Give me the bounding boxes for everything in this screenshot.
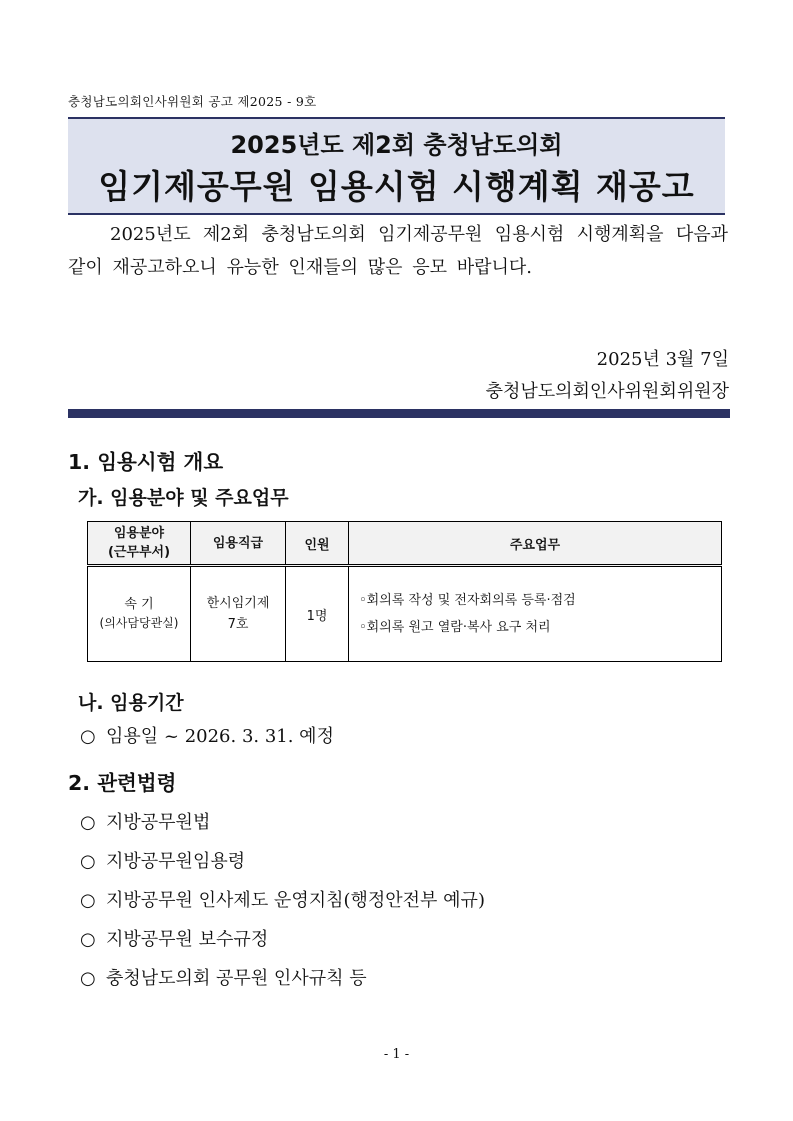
duty-item: ◦회의록 작성 및 전자회의록 등록·점검 [359, 593, 576, 608]
cell-grade [191, 566, 286, 662]
header-field-label: 임용분야 [113, 526, 165, 541]
header-grade: 임용직급 [191, 522, 286, 566]
law-item-text: 지방공무원 보수규정 [106, 929, 269, 950]
divider-rule [68, 409, 730, 418]
notice-number: 충청남도의회인사위원회 공고 제2025 - 9호 [68, 94, 317, 109]
cell-field-label: 속 기 [124, 597, 154, 612]
cell-grade-line-2: 7호 [227, 617, 249, 632]
cell-duties [349, 566, 722, 662]
subsection-na-heading: 나. 임용기간 [78, 692, 184, 714]
header-count: 인원 [286, 522, 349, 566]
law-item [80, 964, 367, 990]
cell-grade-line-1: 한시임기제 [206, 596, 270, 611]
duty-table [87, 521, 722, 662]
law-item-text: 지방공무원임용령 [106, 851, 246, 872]
header-field [88, 522, 191, 566]
law-item-text: 지방공무원 인사제도 운영지침(행정안전부 예규) [106, 890, 485, 911]
notice-date: 2025년 3월 7일 [596, 349, 729, 370]
subsection-ga-heading: 가. 임용분야 및 주요업무 [78, 487, 289, 509]
bullet-circle-icon: ○ [80, 726, 96, 747]
duty-item: ◦회의록 원고 열람·복사 요구 처리 [359, 620, 551, 635]
section-2-heading: 2. 관련법령 [68, 771, 177, 795]
law-item-text: 지방공무원법 [106, 812, 211, 833]
title-banner [68, 117, 725, 215]
cell-field-sub: (의사담당관실) [99, 616, 179, 630]
page-number: - 1 - [383, 1047, 410, 1062]
table-row [88, 566, 722, 662]
law-item-text: 충청남도의회 공무원 인사규칙 등 [106, 968, 367, 989]
signer: 충청남도의회인사위원회위원장 [485, 381, 729, 402]
bullet-circle-icon: ○ [80, 968, 96, 989]
section-1-heading: 1. 임용시험 개요 [68, 450, 224, 474]
law-item [80, 925, 268, 951]
title-line-2: 임기제공무원 임용시험 시행계획 재공고 [98, 167, 695, 206]
table-header-row [88, 522, 722, 566]
intro-paragraph: 2025년도 제2회 충청남도의회 임기제공무원 임용시험 시행계획을 다음과 같이 재공고하오니 유능한 인재들의 많은 응모 바랍니다. [68, 224, 728, 278]
bullet-circle-icon: ○ [80, 929, 96, 950]
appointment-period-item [80, 722, 334, 748]
cell-count: 1명 [286, 566, 349, 662]
appointment-period-text: 임용일 ~ 2026. 3. 31. 예정 [106, 726, 334, 747]
title-line-1: 2025년도 제2회 충청남도의회 [230, 131, 563, 159]
bullet-circle-icon: ○ [80, 812, 96, 833]
law-item [80, 808, 210, 834]
law-item [80, 847, 245, 873]
law-item [80, 886, 485, 912]
header-field-sub: (근무부서) [107, 545, 171, 560]
bullet-circle-icon: ○ [80, 890, 96, 911]
bullet-circle-icon: ○ [80, 851, 96, 872]
header-duties: 주요업무 [349, 522, 722, 566]
cell-field [88, 566, 191, 662]
